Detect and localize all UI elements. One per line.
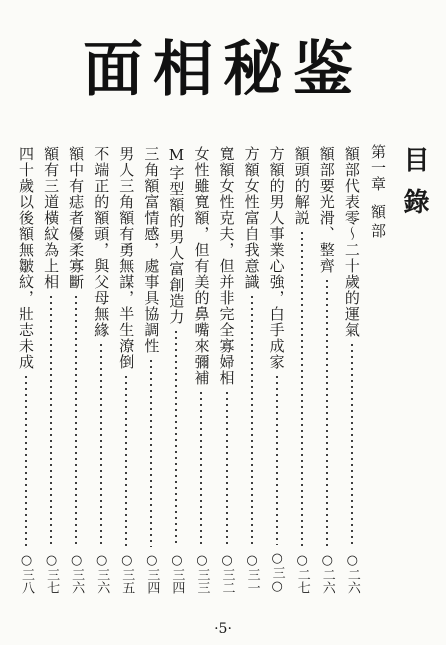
toc-entry-page: ○三六 <box>69 553 85 594</box>
toc-entry-title: 不端正的額頭，與父母無緣 <box>92 146 111 338</box>
toc-entry-page: ○三○ <box>269 551 285 594</box>
toc-entry-title: M字型額的男人富創造力 <box>167 146 186 325</box>
dot-leader <box>300 230 304 547</box>
dot-leader <box>174 329 178 547</box>
dot-leader <box>149 358 153 547</box>
toc-entry-page: ○三二 <box>219 553 235 594</box>
toc-entry-title: 四十歲以後額無皺紋，壯志未成 <box>17 146 35 370</box>
dot-leader <box>350 342 354 547</box>
toc-entry[interactable] <box>14 146 38 594</box>
toc-entry-page: ○三六 <box>94 553 110 594</box>
toc-entry-page: ○三八 <box>19 553 34 594</box>
toc-entry-title: 額部代表零～二十歲的運氣 <box>342 146 361 338</box>
chapter-title: 額部 <box>369 204 387 242</box>
dot-leader <box>74 294 78 547</box>
page-number: ·5· <box>214 621 232 637</box>
book-title: 面相秘鉴 <box>83 35 363 105</box>
toc-entry-page: ○三三 <box>194 553 210 594</box>
dot-leader <box>99 342 103 547</box>
chapter-heading <box>366 144 390 294</box>
toc-entry-page: ○二七 <box>294 553 310 594</box>
toc-entry-title: 三角額富情感，處事具協調性 <box>142 146 161 354</box>
toc-entry-title: 額部要光滑、整齊 <box>317 146 336 274</box>
toc-heading: 目錄 <box>399 146 429 230</box>
toc-entry-title: 額中有痣者優柔寡斷 <box>67 146 86 290</box>
toc-entry[interactable] <box>315 146 339 594</box>
toc-entry-page: ○三四 <box>144 553 160 594</box>
toc-entry[interactable] <box>64 146 88 594</box>
dot-leader <box>49 294 53 547</box>
toc-entry-title: 寬額女性克夫，但并非完全寡婦相 <box>217 146 236 386</box>
toc-entry-title: 方額的男人事業心強，白手成家 <box>267 146 286 370</box>
dot-leader <box>199 390 203 547</box>
toc-entry[interactable] <box>39 146 63 594</box>
toc-entry-title: 男人三角額有勇無謀，半生潦倒 <box>117 146 136 370</box>
dot-leader <box>24 374 28 547</box>
toc-entry-page: ○三四 <box>169 553 185 594</box>
toc-entry[interactable] <box>139 146 163 594</box>
toc-entry[interactable] <box>340 146 364 594</box>
toc-entry[interactable] <box>89 146 113 594</box>
toc-entry-page: ○三一 <box>244 553 260 594</box>
toc-entry[interactable] <box>240 146 264 594</box>
dot-leader <box>124 374 128 547</box>
toc-entry-page: ○二六 <box>319 553 335 594</box>
toc-entry[interactable] <box>265 146 289 594</box>
toc-entry-title: 方額女性富自我意識 <box>242 146 261 290</box>
toc-entry[interactable] <box>290 146 314 594</box>
chapter-number: 第一章 <box>369 144 387 192</box>
toc-entry-page: ○三五 <box>119 553 135 594</box>
dot-leader <box>275 374 279 545</box>
dot-leader <box>225 390 229 547</box>
toc-entry-page: ○三七 <box>44 553 60 594</box>
toc-entry-title: 女性雖寬額，但有美的鼻嘴來彌補 <box>192 146 211 386</box>
toc-entry-title: 額頭的解説 <box>292 146 311 226</box>
toc-entry-page: ○二六 <box>344 553 360 594</box>
toc-entry[interactable] <box>189 146 213 594</box>
toc-entry[interactable] <box>164 146 188 594</box>
toc-list <box>14 146 364 594</box>
toc-entry-title: 額有三道橫紋為上相 <box>42 146 61 290</box>
toc-entry[interactable] <box>215 146 239 594</box>
toc-entry[interactable] <box>114 146 138 594</box>
dot-leader <box>325 278 329 547</box>
dot-leader <box>250 294 254 547</box>
